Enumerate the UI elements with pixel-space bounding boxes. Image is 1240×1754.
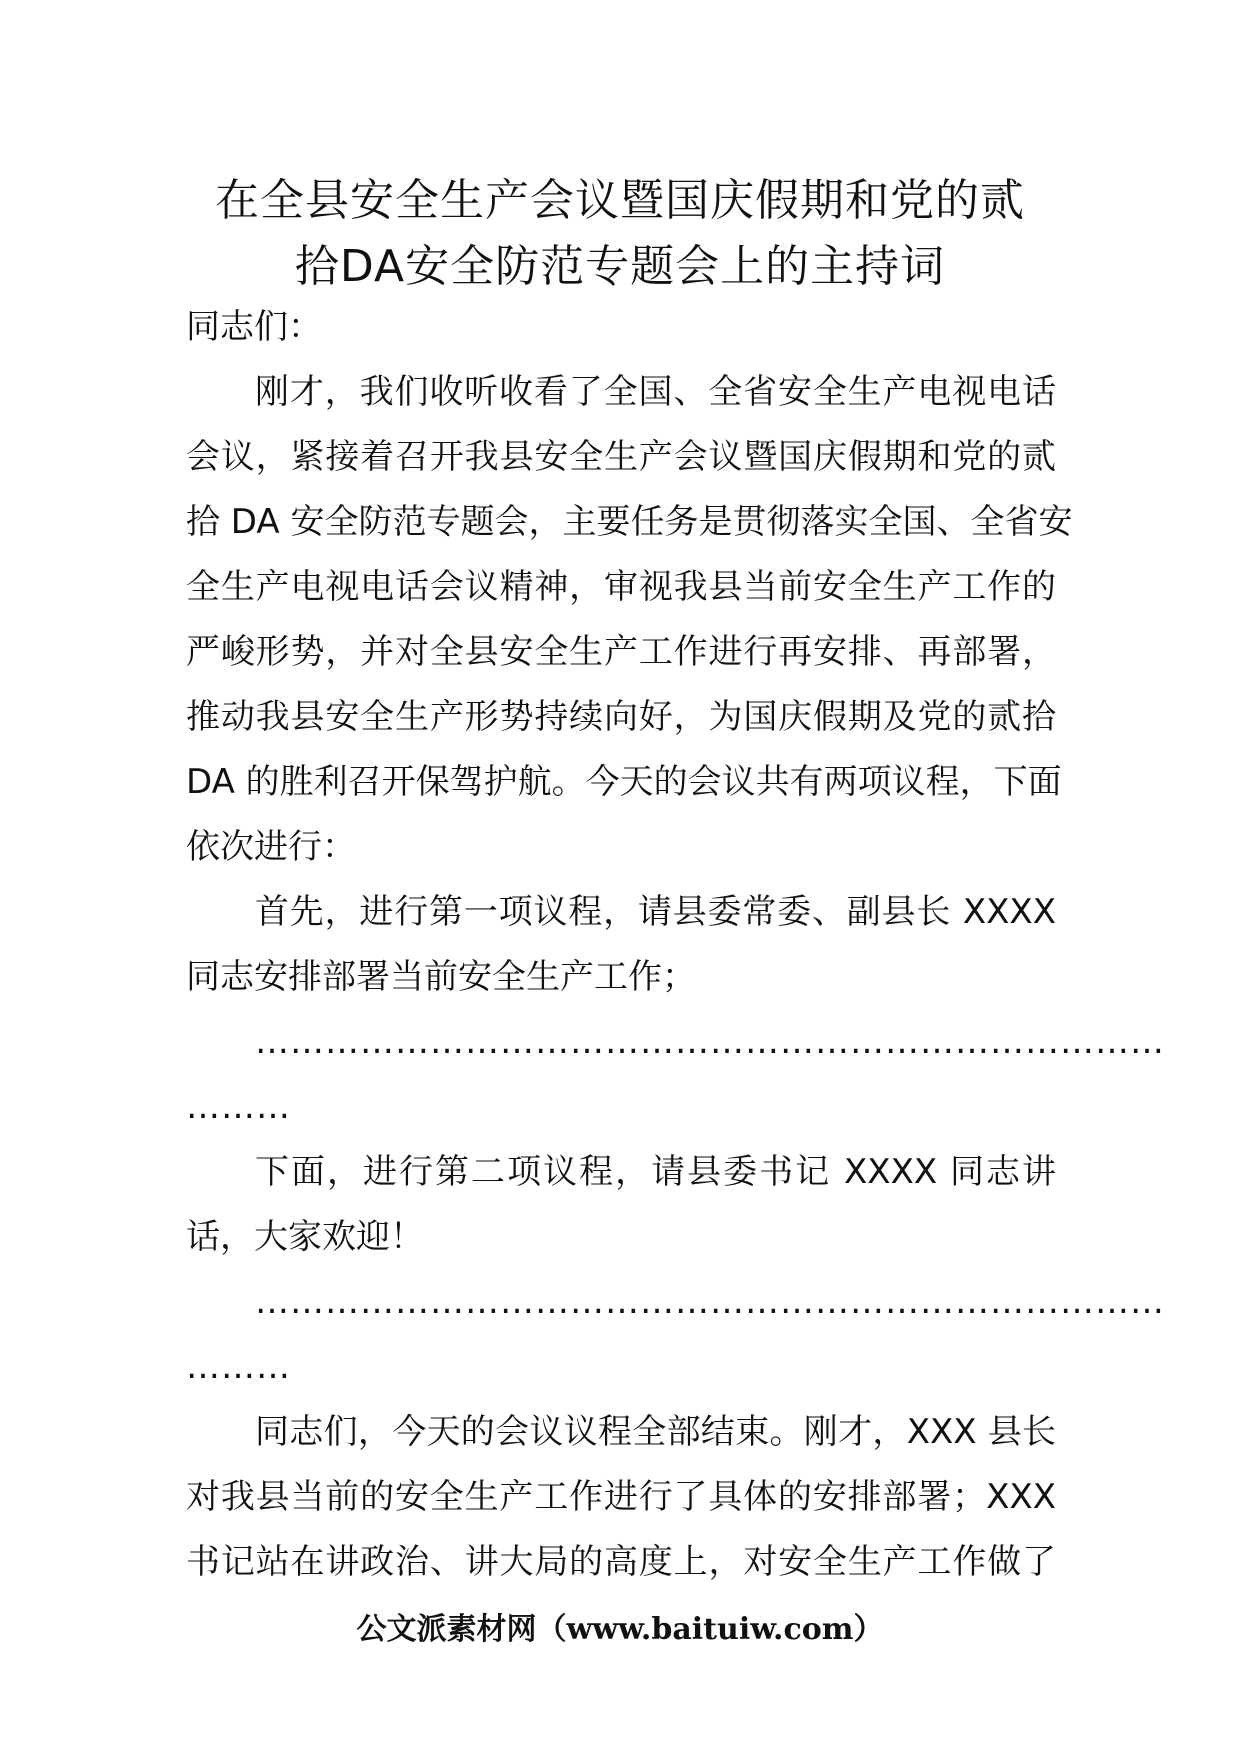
body-line: 拾 DA 安全防范专题会，主要任务是贯彻落实全国、全省安	[186, 502, 1073, 542]
body-line: 全生产电视电话会议精神，审视我县当前安全生产工作的	[186, 567, 1056, 607]
title-line-2: 拾DA安全防范专题会上的主持词	[294, 241, 946, 292]
body-line: 同志安排部署当前安全生产工作；	[186, 957, 696, 997]
body-line: 同志们：	[186, 307, 322, 347]
body-line: 话，大家欢迎！	[186, 1217, 424, 1257]
body-line: 下面，进行第二项议程，请县委书记 XXXX 同志讲	[255, 1152, 1056, 1192]
body-line: 书记站在讲政治、讲大局的高度上，对安全生产工作做了	[186, 1542, 1056, 1582]
title-line-1: 在全县安全生产会议暨国庆假期和党的贰	[215, 175, 1025, 226]
ellipsis-line: ……………………………………………………………………	[255, 1282, 1165, 1322]
body-line: 会议，紧接着召开我县安全生产会议暨国庆假期和党的贰	[186, 437, 1056, 477]
document-body	[186, 295, 1165, 1595]
document-title	[150, 168, 1090, 300]
footer-watermark: 公文派素材网（www.baituiw.com）	[356, 1612, 884, 1647]
body-line: 依次进行：	[186, 827, 356, 867]
body-line: 推动我县安全生产形势持续向好，为国庆假期及党的贰拾	[186, 697, 1056, 737]
body-line: 同志们，今天的会议议程全部结束。刚才，XXX 县长	[255, 1412, 1056, 1452]
body-line: 首先，进行第一项议程，请县委常委、副县长 XXXX	[255, 892, 1056, 932]
ellipsis-line: ………	[186, 1347, 291, 1387]
body-line: 严峻形势，并对全县安全生产工作进行再安排、再部署，	[186, 632, 1056, 672]
ellipsis-line: ……………………………………………………………………	[255, 1022, 1165, 1062]
body-line: 刚才，我们收听收看了全国、全省安全生产电视电话	[255, 372, 1056, 412]
body-line: 对我县当前的安全生产工作进行了具体的安排部署；XXX	[186, 1477, 1056, 1517]
body-line: DA 的胜利召开保驾护航。今天的会议共有两项议程，下面	[186, 762, 1062, 802]
ellipsis-line: ………	[186, 1087, 291, 1127]
